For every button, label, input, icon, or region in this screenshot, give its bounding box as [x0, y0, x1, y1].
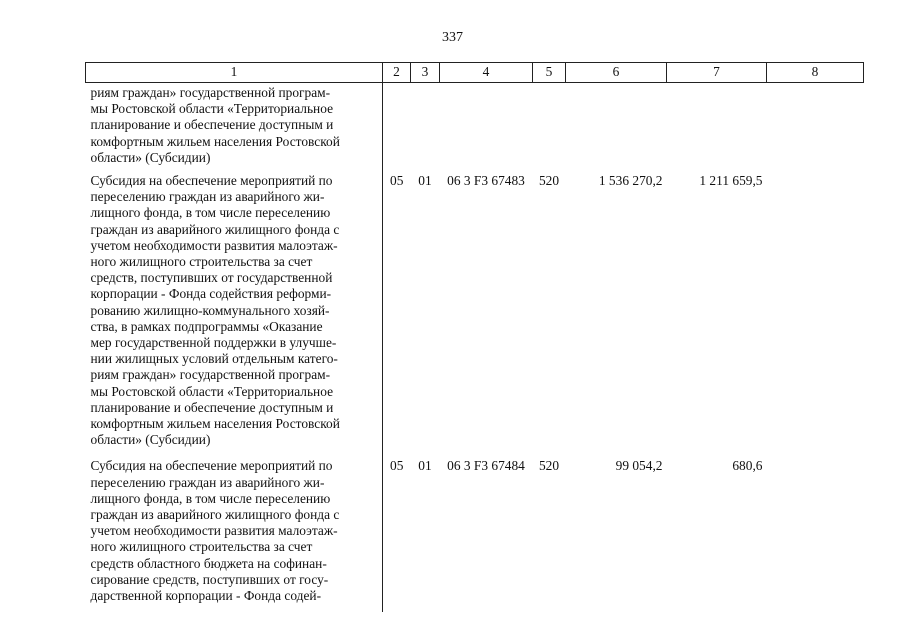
item-name-line: граждан из аварийного жилищного фонда с [90, 221, 340, 237]
item-name-line: области» (Субсидии) [90, 149, 211, 165]
amount-year-2: 1 211 659,5 [699, 173, 763, 189]
section-code: 05 [390, 458, 404, 474]
section-code: 05 [390, 173, 404, 189]
item-name [86, 83, 383, 172]
column-header-4: 4 [440, 63, 533, 83]
item-name-line: ного жилищного строительства за счет [90, 254, 313, 270]
item-name-line: учетом необходимости развития малоэтаж- [90, 523, 338, 539]
item-name-line: учетом необходимости развития малоэтаж- [90, 237, 338, 253]
amount-year-1 [566, 83, 667, 172]
column-header-3: 3 [411, 63, 440, 83]
column-header-5: 5 [533, 63, 566, 83]
item-name-line: Субсидия на обеспечение мероприятий по [90, 458, 333, 474]
table-body [86, 83, 864, 613]
table-row [86, 171, 864, 456]
item-name-line: планирование и обеспечение доступным и [90, 399, 334, 415]
item-name-line: Субсидия на обеспечение мероприятий по [90, 173, 333, 189]
item-name-line: мы Ростовской области «Территориальное [90, 383, 334, 399]
item-name-line: риям граждан» государственной програм- [90, 367, 331, 383]
table-row [86, 456, 864, 612]
item-name-line: сирование средств, поступивших от госу- [90, 571, 329, 587]
target-article-code [440, 83, 533, 172]
column-header-6: 6 [566, 63, 667, 83]
amount-year-3 [767, 83, 864, 172]
item-name-line: нии жилищных условий отдельным катего- [90, 351, 338, 367]
item-name-line: мы Ростовской области «Территориальное [90, 101, 334, 117]
amount-year-3 [767, 456, 864, 612]
column-header-8: 8 [767, 63, 864, 83]
table-header [86, 63, 864, 83]
subsection-code: 01 [418, 173, 432, 189]
column-header-2: 2 [383, 63, 411, 83]
amount-year-2 [667, 83, 767, 172]
item-name-line: мер государственной поддержки в улучше- [90, 335, 337, 351]
expense-type-code: 520 [538, 458, 560, 474]
expense-type-code [533, 83, 566, 172]
column-header-7: 7 [667, 63, 767, 83]
amount-year-2: 680,6 [732, 458, 763, 474]
item-name-line: переселению граждан из аварийного жи- [90, 189, 325, 205]
item-name [86, 456, 383, 612]
amount-year-3 [767, 171, 864, 456]
item-name-line: комфортным жильем населения Ростовской [90, 133, 340, 149]
table-row [86, 83, 864, 172]
subsection-code [411, 83, 440, 172]
item-name-line: рованию жилищно-коммунального хозяй- [90, 302, 330, 318]
target-article-code: 06 3 F3 67484 [447, 458, 525, 474]
page-number: 337 [442, 30, 463, 45]
item-name-line: средств областного бюджета на софинан- [90, 555, 327, 571]
item-name-line: комфортным жильем населения Ростовской [90, 416, 340, 432]
item-name-line: граждан из аварийного жилищного фонда с [90, 507, 340, 523]
target-article-code: 06 3 F3 67483 [447, 173, 525, 189]
subsection-code: 01 [418, 458, 432, 474]
budget-table [85, 62, 864, 612]
amount-year-1: 1 536 270,2 [598, 173, 663, 189]
item-name [86, 171, 383, 456]
item-name-line: ства, в рамках подпрограммы «Оказание [90, 318, 323, 334]
item-name-line: дарственной корпорации - Фонда содей- [90, 588, 322, 604]
item-name-line: переселению граждан из аварийного жи- [90, 474, 325, 490]
amount-year-1: 99 054,2 [615, 458, 663, 474]
item-name-line: лищного фонда, в том числе переселению [90, 205, 331, 221]
column-header-1: 1 [86, 63, 383, 83]
section-code [383, 83, 411, 172]
item-name-line: риям граждан» государственной програм- [90, 85, 331, 100]
item-name-line: ного жилищного строительства за счет [90, 539, 313, 555]
item-name-line: лищного фонда, в том числе переселению [90, 490, 331, 506]
item-name-line: корпорации - Фонда содействия реформи- [90, 286, 332, 302]
expense-type-code: 520 [538, 173, 560, 189]
item-name-line: планирование и обеспечение доступным и [90, 117, 334, 133]
item-name-line: средств, поступивших от государственной [90, 270, 333, 286]
item-name-line: области» (Субсидии) [90, 432, 211, 448]
